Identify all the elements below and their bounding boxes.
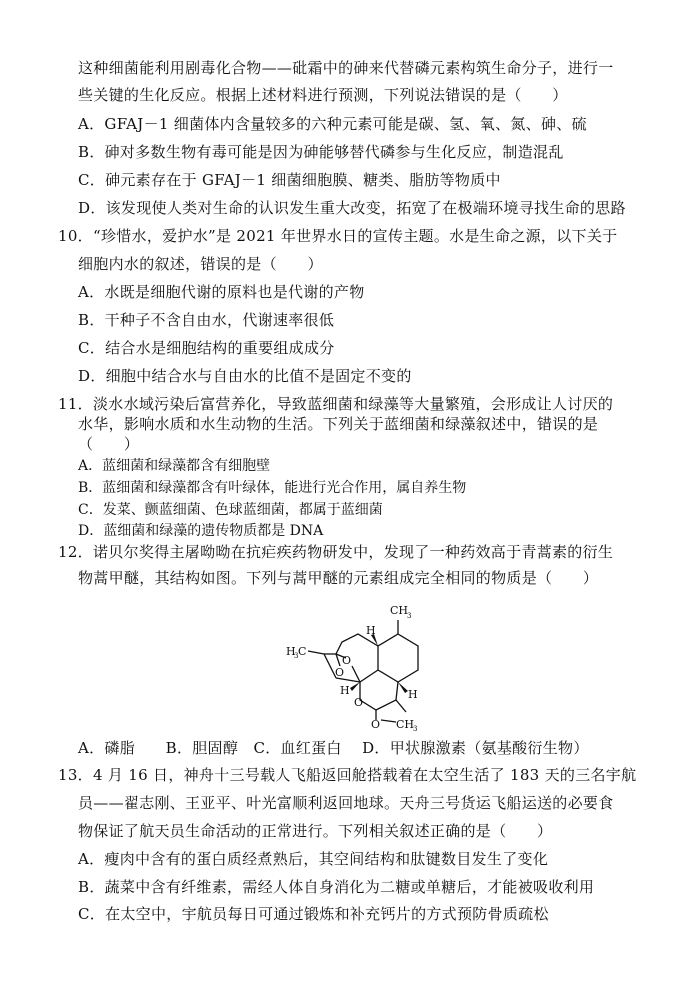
q10-stem-line-2: 细胞内水的叙述，错误的是（ ） [78, 255, 323, 273]
q10-option-d: D．细胞中结合水与自由水的比值不是固定不变的 [78, 367, 412, 385]
q13-stem-line-3: 物保证了航天员生命活动的正常进行。下列相关叙述正确的是（ ） [78, 822, 553, 840]
q11-option-d: D．蓝细菌和绿藻的遗传物质都是 DNA [78, 523, 324, 539]
q11-stem-line-3: （ ） [78, 435, 140, 453]
q12-options: A．磷脂 B．胆固醇 C．血红蛋白 D．甲状腺激素（氨基酸衍生物） [78, 739, 589, 757]
q12-stem-line-1: 12．诺贝尔奖得主屠呦呦在抗疟疾药物研发中，发现了一种药效高于青蒿素的衍生 [58, 543, 614, 561]
label-h3c-sub: 3 [294, 652, 299, 660]
intro-line-1: 这种细菌能利用剧毒化合物——砒霜中的砷来代替磷元素构筑生命分子，进行一 [78, 59, 614, 77]
intro-line-2: 些关键的生化反应。根据上述材料进行预测，下列说法错误的是（ ） [78, 86, 568, 104]
q11-option-a: A．蓝细菌和绿藻都含有细胞壁 [78, 458, 271, 474]
label-h-upper: H [366, 624, 376, 637]
wedge-bond [350, 682, 360, 691]
q13-option-c: C．在太空中，宇航员每日可通过锻炼和补充钙片的方式预防骨质疏松 [78, 905, 549, 923]
q12-stem-line-2: 物蒿甲醚，其结构如图。下列与蒿甲醚的元素组成完全相同的物质是（ ） [78, 569, 599, 587]
intro-option-c: C．砷元素存在于 GFAJ－1 细菌细胞膜、糖类、脂肪等物质中 [78, 171, 501, 189]
label-o-peroxide-1: O [342, 654, 352, 667]
q10-option-b: B．干种子不含自由水，代谢速率很低 [78, 311, 335, 329]
q13-stem-line-1: 13．4 月 16 日，神舟十三号载人飞船返回舱搭载着在太空生活了 183 天的三名宇航 [58, 766, 637, 784]
artemether-structure-figure [280, 596, 430, 734]
label-h3c-carbon: C [298, 645, 307, 658]
intro-option-a: A．GFAJ－1 细菌体内含量较多的六种元素可能是碳、氢、氧、氮、砷、硫 [78, 115, 587, 133]
q10-option-a: A．水既是细胞代谢的原料也是代谢的产物 [78, 283, 365, 301]
label-ch3-top-sub: 3 [407, 612, 412, 620]
q13-option-a: A．瘦肉中含有的蛋白质经煮熟后，其空间结构和肽键数目发生了变化 [78, 850, 549, 868]
label-h3c: H [286, 645, 296, 658]
label-ch3-top: CH [390, 604, 409, 617]
q10-stem-line-1: 10．“珍惜水，爱护水”是 2021 年世界水日的宣传主题。水是生命之源，以下关于 [58, 227, 618, 245]
label-h-lower-left: H [340, 684, 350, 697]
q11-stem-line-2: 水华，影响水质和水生动物的生活。下列关于蓝细菌和绿藻叙述中，错误的是 [78, 415, 599, 433]
label-ch3-bottom-sub: 3 [413, 725, 418, 733]
intro-option-b: B．砷对多数生物有毒可能是因为砷能够替代磷参与生化反应，制造混乱 [78, 143, 564, 161]
q11-option-b: B．蓝细菌和绿藻都含有叶绿体，能进行光合作用，属自养生物 [78, 480, 467, 496]
q10-option-c: C．结合水是细胞结构的重要组成成分 [78, 339, 335, 357]
label-o-methoxy: O [371, 718, 381, 731]
q13-option-b: B．蔬菜中含有纤维素，需经人体自身消化为二糖或单糖后，才能被吸收利用 [78, 878, 595, 896]
label-o-ring: O [354, 696, 364, 709]
q11-option-c: C．发菜、颤蓝细菌、色球蓝细菌，都属于蓝细菌 [78, 502, 383, 518]
q11-stem-line-1: 11．淡水水域污染后富营养化，导致蓝细菌和绿藻等大量繁殖，会形成让人讨厌的 [58, 395, 614, 413]
intro-option-d: D．该发现使人类对生命的认识发生重大改变，拓宽了在极端环境寻找生命的思路 [78, 199, 626, 217]
label-o-peroxide-2: O [335, 666, 345, 679]
q13-stem-line-2: 员——翟志刚、王亚平、叶光富顺利返回地球。天舟三号货运飞船运送的必要食 [78, 794, 614, 812]
wedge-bond [398, 682, 408, 693]
label-ch3-bottom: CH [396, 718, 415, 731]
label-h-lower-right: H [408, 688, 418, 701]
